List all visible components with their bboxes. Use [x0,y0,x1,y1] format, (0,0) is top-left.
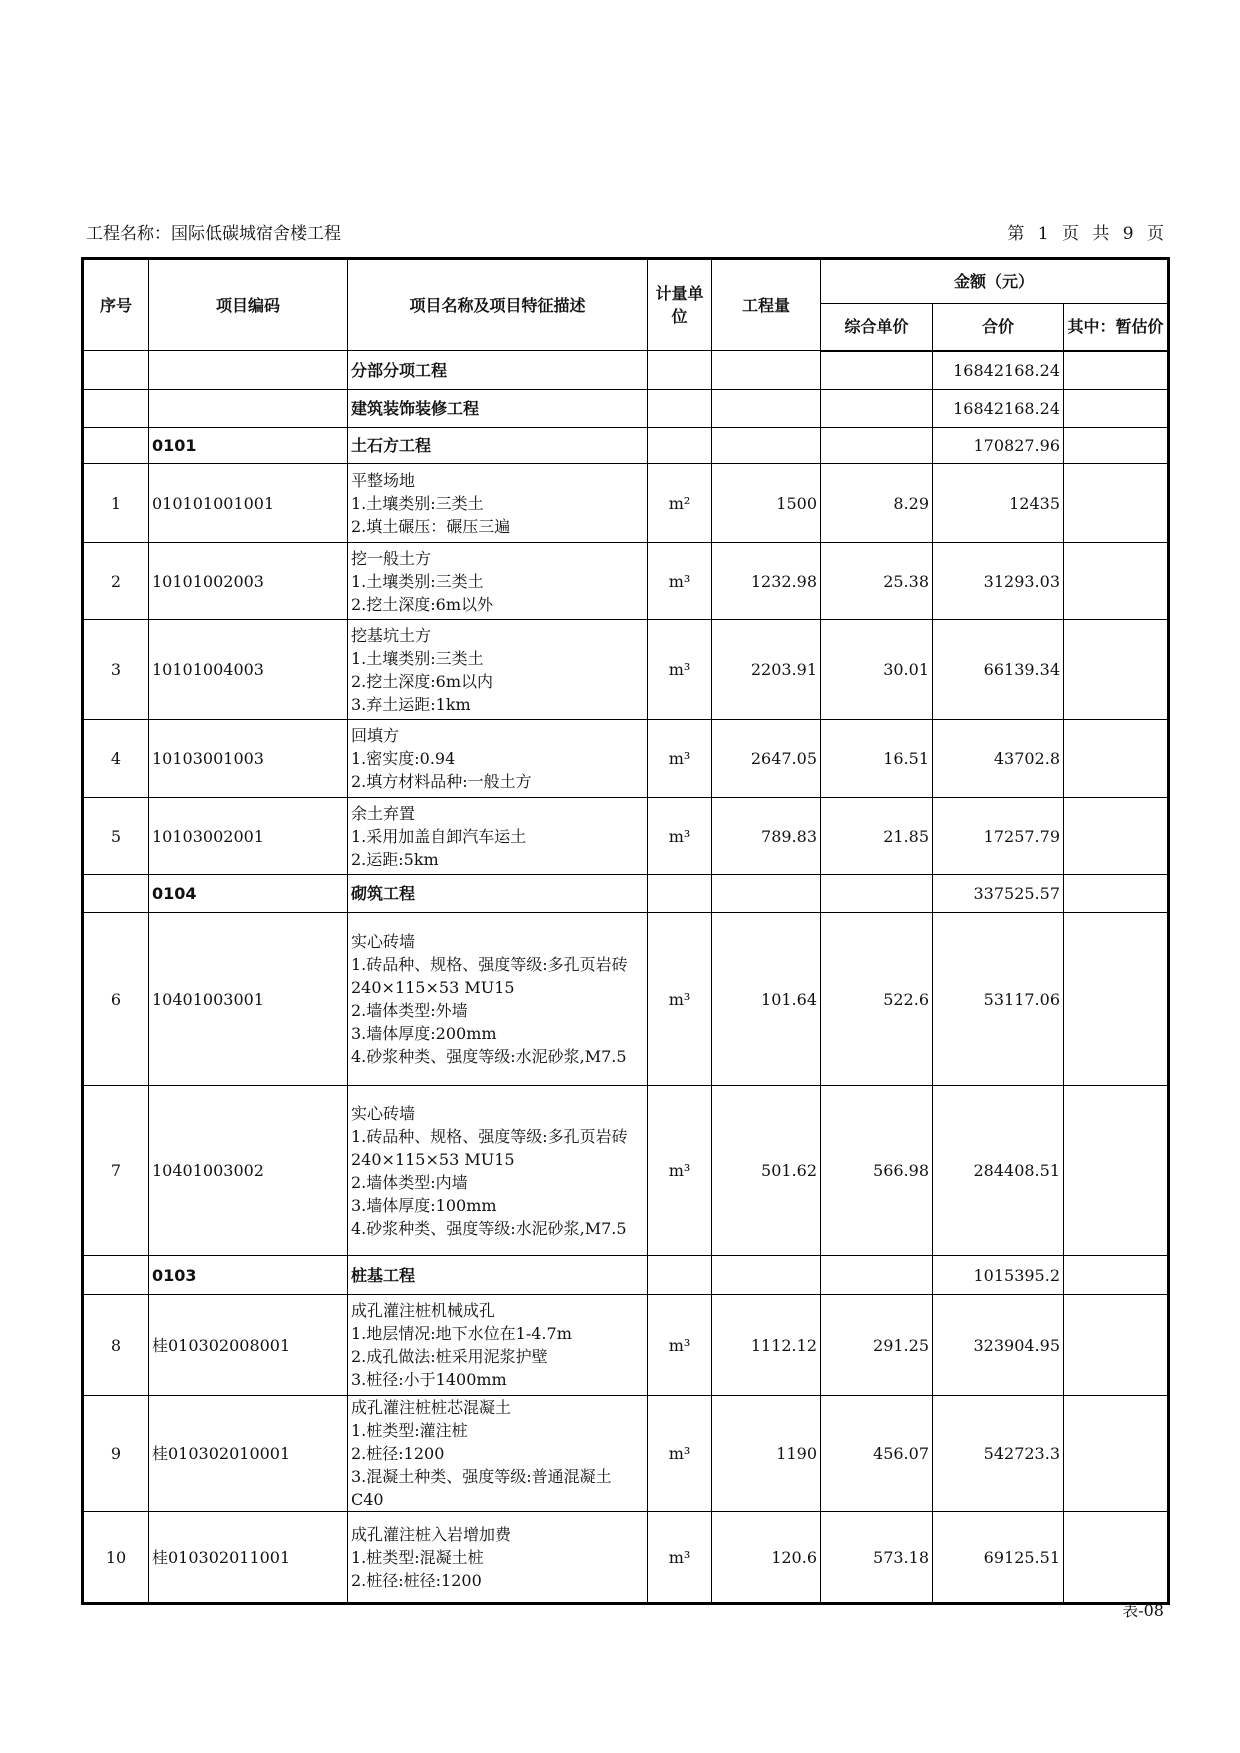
cell-name: 平整场地 1.土壤类别:三类土 2.填土碾压：碾压三遍 [348,464,648,543]
cell-total: 17257.79 [933,798,1064,875]
cell-prov [1064,543,1169,620]
cell-code: 10101002003 [149,543,348,620]
cell-name: 实心砖墙 1.砖品种、规格、强度等级:多孔页岩砖 240×115×53 MU15 2.墙体类型:内墙 3.墙体厚度:100mm 4.砂浆种类、强度等级:水泥砂浆,M7.5 [348,1086,648,1256]
header-name: 项目名称及项目特征描述 [348,259,648,351]
cell-code: 桂010302010001 [149,1396,348,1512]
cell-price: 21.85 [821,798,933,875]
cell-qty: 1232.98 [712,543,821,620]
cell-price [821,428,933,464]
cell-name: 建筑装饰装修工程 [348,390,648,428]
cell-total: 542723.3 [933,1396,1064,1512]
cell-name: 成孔灌注桩桩芯混凝土 1.桩类型:灌注桩 2.桩径:1200 3.混凝土种类、强度等级:普通混凝土 C40 [348,1396,648,1512]
cell-no: 9 [83,1396,149,1512]
cell-no: 1 [83,464,149,543]
cell-prov [1064,913,1169,1086]
cell-price [821,875,933,913]
cell-total: 1015395.2 [933,1256,1064,1295]
cell-qty: 1190 [712,1396,821,1512]
cell-unit [648,875,712,913]
cell-code: 010101001001 [149,464,348,543]
cell-name: 土石方工程 [348,428,648,464]
cell-total: 284408.51 [933,1086,1064,1256]
cell-total: 16842168.24 [933,351,1064,390]
cell-price [821,1256,933,1295]
cell-total: 69125.51 [933,1512,1064,1604]
cell-name: 桩基工程 [348,1256,648,1295]
cell-total: 66139.34 [933,620,1064,720]
cell-qty: 1500 [712,464,821,543]
cell-total: 170827.96 [933,428,1064,464]
header-unit: 计量单位 [648,259,712,351]
cell-qty [712,875,821,913]
cell-total: 337525.57 [933,875,1064,913]
cell-price: 522.6 [821,913,933,1086]
header-unit-price: 综合单价 [821,304,933,351]
cell-total: 43702.8 [933,720,1064,798]
cell-no: 4 [83,720,149,798]
page-number: 第 1 页 共 9 页 [1007,224,1164,244]
cell-prov [1064,1512,1169,1604]
cell-name: 砌筑工程 [348,875,648,913]
section-row [83,875,1169,913]
header-provisional: 其中：暂估价 [1064,304,1169,351]
cell-price: 25.38 [821,543,933,620]
cell-qty: 101.64 [712,913,821,1086]
cell-no: 5 [83,798,149,875]
cell-total: 323904.95 [933,1295,1064,1396]
cell-price: 8.29 [821,464,933,543]
cell-unit: m³ [648,1295,712,1396]
cell-unit: m³ [648,798,712,875]
cell-prov [1064,720,1169,798]
section-row [83,1256,1169,1295]
header-amount: 金额（元） [821,259,1169,304]
cell-code: 10401003002 [149,1086,348,1256]
cell-no: 7 [83,1086,149,1256]
cell-code: 桂010302011001 [149,1512,348,1604]
cell-prov [1064,428,1169,464]
cell-unit: m² [648,464,712,543]
table-row [83,720,1169,798]
table-row [83,798,1169,875]
cell-name: 实心砖墙 1.砖品种、规格、强度等级:多孔页岩砖 240×115×53 MU15 2.墙体类型:外墙 3.墙体厚度:200mm 4.砂浆种类、强度等级:水泥砂浆,M7.5 [348,913,648,1086]
cell-name: 成孔灌注桩机械成孔 1.地层情况:地下水位在1-4.7m 2.成孔做法:桩采用泥浆护壁 3.桩径:小于1400mm [348,1295,648,1396]
cell-code: 10401003001 [149,913,348,1086]
cell-qty [712,351,821,390]
header-total: 合价 [933,304,1064,351]
cell-price [821,351,933,390]
table-row [83,620,1169,720]
cell-price: 573.18 [821,1512,933,1604]
header-qty: 工程量 [712,259,821,351]
bill-of-quantities-table [81,257,1170,1605]
table-row [83,464,1169,543]
cell-unit: m³ [648,543,712,620]
table-row [83,1396,1169,1512]
cell-unit: m³ [648,1086,712,1256]
cell-name: 成孔灌注桩入岩增加费 1.桩类型:混凝土桩 2.桩径:桩径:1200 [348,1512,648,1604]
cell-code: 0104 [149,875,348,913]
cell-name: 余土弃置 1.采用加盖自卸汽车运土 2.运距:5km [348,798,648,875]
cell-total: 31293.03 [933,543,1064,620]
cell-unit: m³ [648,913,712,1086]
cell-unit: m³ [648,720,712,798]
cell-prov [1064,798,1169,875]
table-row [83,1086,1169,1256]
cell-prov [1064,620,1169,720]
cell-code [149,390,348,428]
header-no: 序号 [83,259,149,351]
cell-code: 桂010302008001 [149,1295,348,1396]
cell-prov [1064,1396,1169,1512]
cell-name: 分部分项工程 [348,351,648,390]
section-row [83,428,1169,464]
cell-no: 3 [83,620,149,720]
cell-qty: 120.6 [712,1512,821,1604]
cell-name: 挖基坑土方 1.土壤类别:三类土 2.挖土深度:6m以内 3.弃土运距:1km [348,620,648,720]
cell-name: 挖一般土方 1.土壤类别:三类土 2.挖土深度:6m以外 [348,543,648,620]
cell-unit [648,428,712,464]
cell-no: 10 [83,1512,149,1604]
cell-code: 10103002001 [149,798,348,875]
cell-total: 53117.06 [933,913,1064,1086]
cell-prov [1064,464,1169,543]
section-row [83,390,1169,428]
cell-unit: m³ [648,1396,712,1512]
cell-qty: 501.62 [712,1086,821,1256]
project-name: 工程名称：国际低碳城宿舍楼工程 [86,224,341,244]
cell-name: 回填方 1.密实度:0.94 2.填方材料品种:一般土方 [348,720,648,798]
cell-code: 0103 [149,1256,348,1295]
cell-code: 10103001003 [149,720,348,798]
cell-no: 2 [83,543,149,620]
cell-qty [712,1256,821,1295]
cell-prov [1064,351,1169,390]
cell-prov [1064,1086,1169,1256]
cell-qty: 789.83 [712,798,821,875]
cell-code [149,351,348,390]
section-row [83,351,1169,390]
cell-unit: m³ [648,1512,712,1604]
cell-qty: 1112.12 [712,1295,821,1396]
cell-unit [648,390,712,428]
cell-total: 16842168.24 [933,390,1064,428]
cell-no [83,390,149,428]
cell-price: 30.01 [821,620,933,720]
table-row [83,1512,1169,1604]
cell-prov [1064,390,1169,428]
cell-qty: 2203.91 [712,620,821,720]
cell-price [821,390,933,428]
header-code: 项目编码 [149,259,348,351]
cell-no [83,428,149,464]
cell-unit [648,1256,712,1295]
cell-no: 8 [83,1295,149,1396]
cell-price: 16.51 [821,720,933,798]
cell-code: 0101 [149,428,348,464]
table-row [83,1295,1169,1396]
cell-total: 12435 [933,464,1064,543]
cell-qty [712,428,821,464]
cell-no [83,875,149,913]
cell-prov [1064,1295,1169,1396]
cell-qty: 2647.05 [712,720,821,798]
cell-price: 456.07 [821,1396,933,1512]
table-row [83,913,1169,1086]
cell-unit [648,351,712,390]
cell-qty [712,390,821,428]
cell-prov [1064,1256,1169,1295]
cell-prov [1064,875,1169,913]
cell-price: 291.25 [821,1295,933,1396]
cell-no: 6 [83,913,149,1086]
cell-price: 566.98 [821,1086,933,1256]
cell-code: 10101004003 [149,620,348,720]
table-row [83,543,1169,620]
cell-unit: m³ [648,620,712,720]
cell-no [83,351,149,390]
cell-no [83,1256,149,1295]
form-number: 表-08 [1122,1601,1164,1620]
